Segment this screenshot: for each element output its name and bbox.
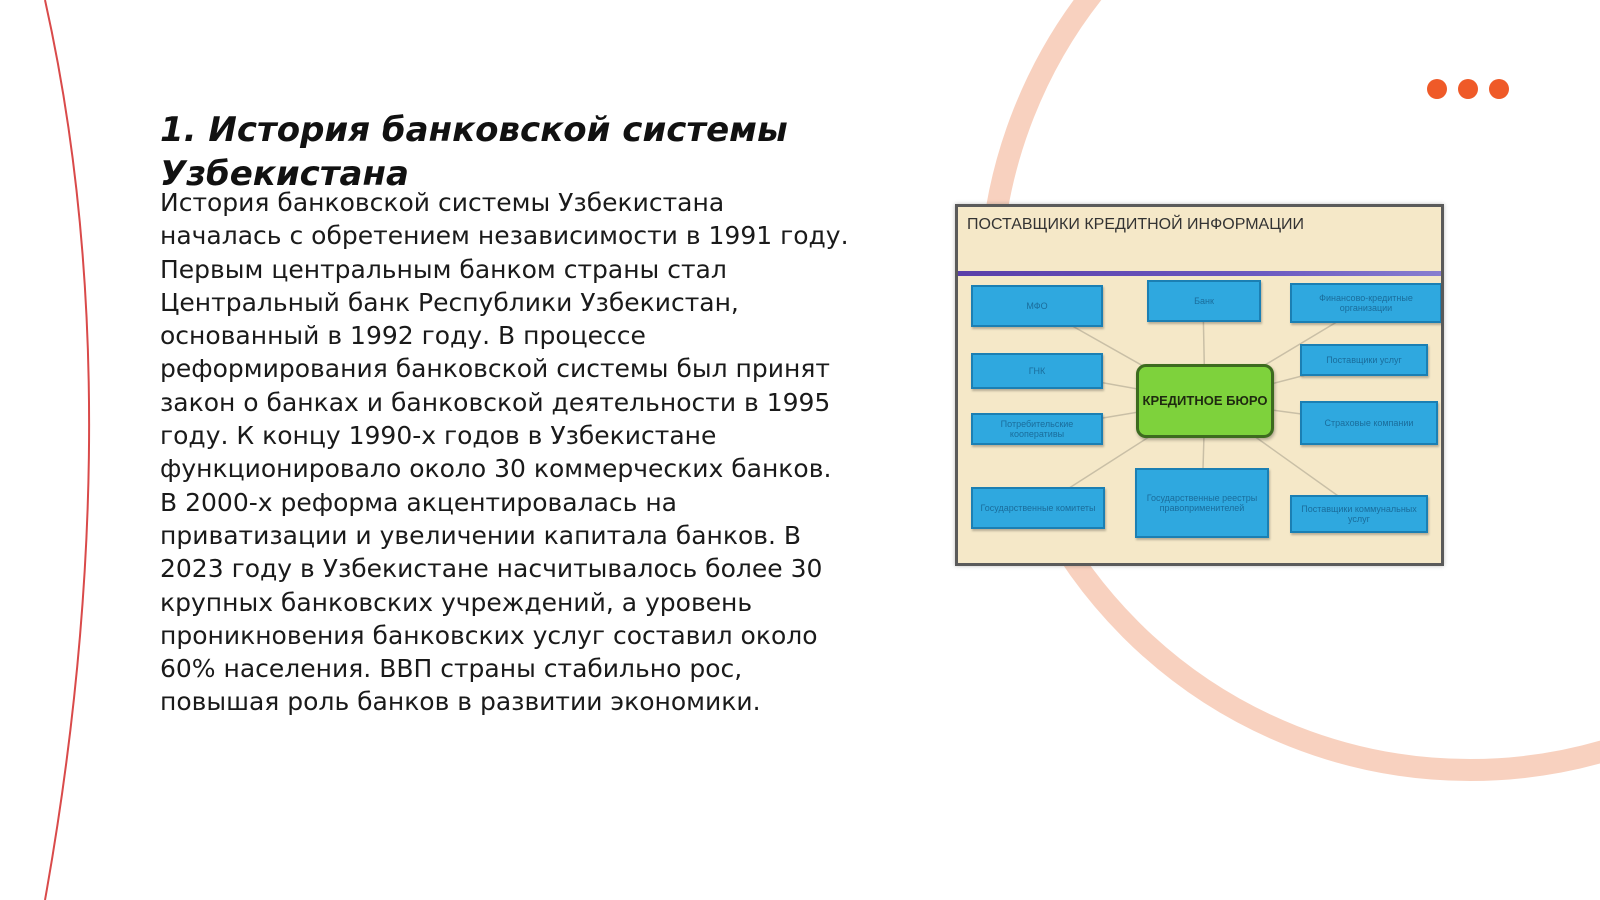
dot-icon: [1458, 79, 1478, 99]
diagram-box-state-committees: Государственные комитеты: [971, 487, 1105, 529]
more-options-icon[interactable]: [1427, 79, 1509, 99]
credit-information-diagram: [955, 204, 1444, 566]
diagram-box-finance-organizations: Финансово-кредитные организации: [1290, 283, 1442, 323]
diagram-box-bank: Банк: [1147, 280, 1261, 322]
diagram-box-gnk: ГНК: [971, 353, 1103, 389]
diagram-title: ПОСТАВЩИКИ КРЕДИТНОЙ ИНФОРМАЦИИ: [967, 216, 1305, 233]
slide-title: 1. История банковской системы Узбекистана: [160, 110, 788, 194]
diagram-center-credit-bureau: КРЕДИТНОЕ БЮРО: [1136, 364, 1274, 438]
left-edge-curve: [45, 0, 89, 900]
diagram-box-mfo: МФО: [971, 285, 1103, 327]
diagram-box-state-registries: Государственные реестры правоприменителей: [1135, 468, 1269, 538]
diagram-box-insurance-companies: Страховые компании: [1300, 401, 1438, 445]
dot-icon: [1489, 79, 1509, 99]
diagram-box-cooperatives: Потребительские кооперативы: [971, 413, 1103, 445]
slide-body-text: История банковской системы Узбекистана началась с обретением независимости в 1991 году. Первым центральным банком страны стал Центральный банк Республики Узбекистан, основанный в 1992 году. В процессе реформирования банковской системы был принят закон о банках и банковской деятельности в 1995 году. К концу 1990-х годов в Узбекистане функционировало около 30 коммерческих банков. В 2000-х реформа акцентировалась на приватизации и увеличении капитала банков. В 2023 году в Узбекистане насчитывалось более 30 крупных банковских учреждений, а уровень проникновения банковских услуг составил около 60% населения. ВВП страны стабильно рос, повышая роль банков в развитии экономики.: [160, 188, 849, 717]
diagram-box-service-providers: Поставщики услуг: [1300, 344, 1428, 376]
diagram-box-utility-providers: Поставщики коммунальных услуг: [1290, 495, 1428, 533]
dot-icon: [1427, 79, 1447, 99]
